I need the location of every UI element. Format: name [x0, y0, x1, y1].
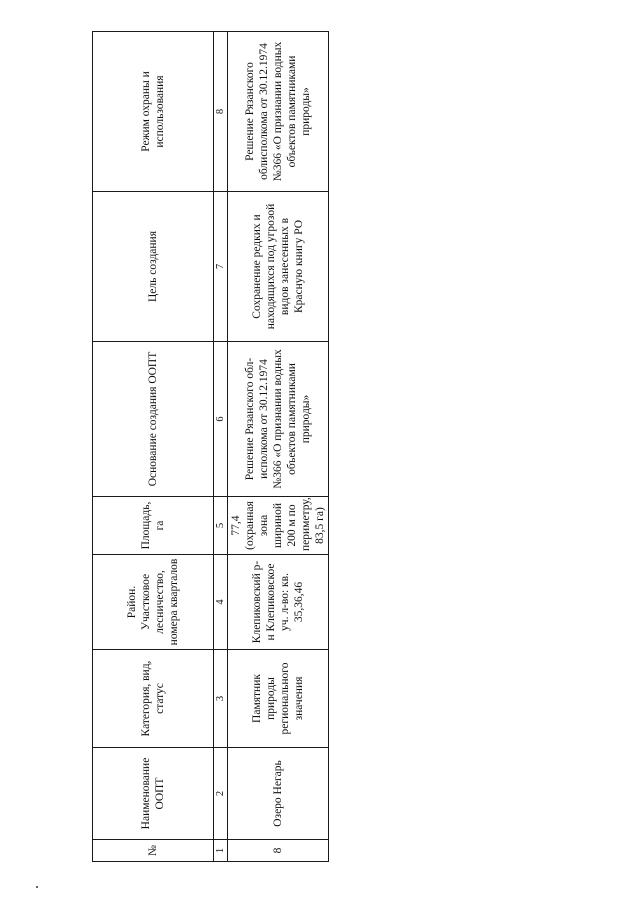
header-number: №	[93, 840, 214, 862]
table-header-row	[93, 32, 214, 862]
protected-areas-table	[92, 31, 329, 862]
header-district: Район. Участковое лесничество, номера кварталов	[93, 555, 214, 650]
column-number: 2	[214, 748, 228, 840]
rotated-table-page	[92, 32, 326, 862]
header-name: Наименование ООПТ	[93, 748, 214, 840]
column-number: 1	[214, 840, 228, 862]
scan-speck	[36, 886, 38, 888]
row-purpose: Сохранение редких и находящихся под угрозой видов занесенных в Красную книгу РО	[228, 192, 329, 342]
header-basis: Основание создания ООПТ	[93, 342, 214, 497]
header-category: Категория, вид, статус	[93, 650, 214, 748]
table-row	[228, 32, 329, 862]
header-regime: Режим охраны и использования	[93, 32, 214, 192]
row-basis: Решение Рязанского обл- исполкома от 30.12.1974 №366 «О признании водных объектов памятниками природы»	[228, 342, 329, 497]
column-number: 8	[214, 32, 228, 192]
row-category: Памятник природы регионального значения	[228, 650, 329, 748]
column-number: 3	[214, 650, 228, 748]
column-number: 5	[214, 497, 228, 555]
column-number: 6	[214, 342, 228, 497]
row-regime: Решение Рязанского облисполкома от 30.12.1974 №366 «О признании водных объектов памятниками природы»	[228, 32, 329, 192]
row-name: Озеро Негарь	[228, 748, 329, 840]
row-area: 77,4 (охранная зона шириной 200 м по периметру, 83,5 га)	[228, 497, 329, 555]
column-number-row	[214, 32, 228, 862]
column-number: 7	[214, 192, 228, 342]
header-area: Площадь, га	[93, 497, 214, 555]
column-number: 4	[214, 555, 228, 650]
header-purpose: Цель создания	[93, 192, 214, 342]
row-number: 8	[228, 840, 329, 862]
row-district: Клепиковский р-н Клепиковское уч. л-во: кв. 35,36,46	[228, 555, 329, 650]
